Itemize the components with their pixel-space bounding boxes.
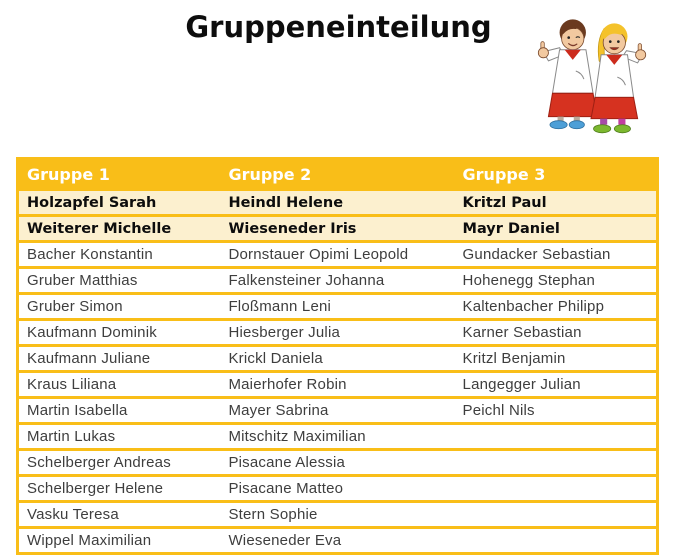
table-cell: Wippel Maximilian bbox=[18, 528, 221, 554]
table-cell: Stern Sophie bbox=[220, 502, 454, 528]
table-cell: Kaufmann Dominik bbox=[18, 320, 221, 346]
table-cell: Mayer Sabrina bbox=[220, 398, 454, 424]
table-row bbox=[18, 528, 658, 554]
table-cell: Kritzl Paul bbox=[455, 190, 658, 216]
table-cell: Langegger Julian bbox=[455, 372, 658, 398]
table-row bbox=[18, 424, 658, 450]
table-cell: Maierhofer Robin bbox=[220, 372, 454, 398]
table-row bbox=[18, 320, 658, 346]
table-row bbox=[18, 216, 658, 242]
table-cell: Kaltenbacher Philipp bbox=[455, 294, 658, 320]
table-cell: Schelberger Helene bbox=[18, 476, 221, 502]
table-row bbox=[18, 398, 658, 424]
table-cell: Heindl Helene bbox=[220, 190, 454, 216]
table-cell: Kritzl Benjamin bbox=[455, 346, 658, 372]
table-cell: Pisacane Matteo bbox=[220, 476, 454, 502]
table-cell: Gundacker Sebastian bbox=[455, 242, 658, 268]
table-cell: Karner Sebastian bbox=[455, 320, 658, 346]
table-cell: Vasku Teresa bbox=[18, 502, 221, 528]
table-cell: Kaufmann Juliane bbox=[18, 346, 221, 372]
table-cell: Dornstauer Opimi Leopold bbox=[220, 242, 454, 268]
table-cell: Pisacane Alessia bbox=[220, 450, 454, 476]
column-header: Gruppe 3 bbox=[455, 159, 658, 190]
column-header: Gruppe 2 bbox=[220, 159, 454, 190]
table-cell: Falkensteiner Johanna bbox=[220, 268, 454, 294]
table-cell bbox=[455, 450, 658, 476]
altar-servers-illustration bbox=[515, 4, 667, 136]
table-cell: Peichl Nils bbox=[455, 398, 658, 424]
table-cell: Krickl Daniela bbox=[220, 346, 454, 372]
table-row bbox=[18, 450, 658, 476]
table-cell: Gruber Matthias bbox=[18, 268, 221, 294]
table-cell: Kraus Liliana bbox=[18, 372, 221, 398]
table-cell: Martin Isabella bbox=[18, 398, 221, 424]
table-cell: Hiesberger Julia bbox=[220, 320, 454, 346]
table-cell: Wieseneder Eva bbox=[220, 528, 454, 554]
header-row bbox=[18, 159, 658, 190]
right-server bbox=[591, 23, 646, 132]
table-body bbox=[18, 190, 658, 554]
table-row bbox=[18, 294, 658, 320]
table-cell: Floßmann Leni bbox=[220, 294, 454, 320]
table-cell: Wieseneder Iris bbox=[220, 216, 454, 242]
table-row bbox=[18, 476, 658, 502]
left-server bbox=[538, 19, 597, 128]
table-cell: Schelberger Andreas bbox=[18, 450, 221, 476]
altar-servers-icon bbox=[515, 4, 667, 136]
table-cell: Hohenegg Stephan bbox=[455, 268, 658, 294]
table-row bbox=[18, 268, 658, 294]
table-row bbox=[18, 346, 658, 372]
page-title: Gruppeneinteilung bbox=[185, 10, 492, 44]
group-table bbox=[16, 157, 659, 555]
table-cell: Holzapfel Sarah bbox=[18, 190, 221, 216]
table-cell bbox=[455, 424, 658, 450]
table-row bbox=[18, 372, 658, 398]
table-row bbox=[18, 502, 658, 528]
table-row bbox=[18, 190, 658, 216]
table-cell bbox=[455, 476, 658, 502]
table-cell bbox=[455, 502, 658, 528]
table-cell: Bacher Konstantin bbox=[18, 242, 221, 268]
table-cell: Weiterer Michelle bbox=[18, 216, 221, 242]
table-cell: Mitschitz Maximilian bbox=[220, 424, 454, 450]
table-cell: Mayr Daniel bbox=[455, 216, 658, 242]
table-cell: Gruber Simon bbox=[18, 294, 221, 320]
table-cell bbox=[455, 528, 658, 554]
table-cell: Martin Lukas bbox=[18, 424, 221, 450]
column-header: Gruppe 1 bbox=[18, 159, 221, 190]
table-row bbox=[18, 242, 658, 268]
